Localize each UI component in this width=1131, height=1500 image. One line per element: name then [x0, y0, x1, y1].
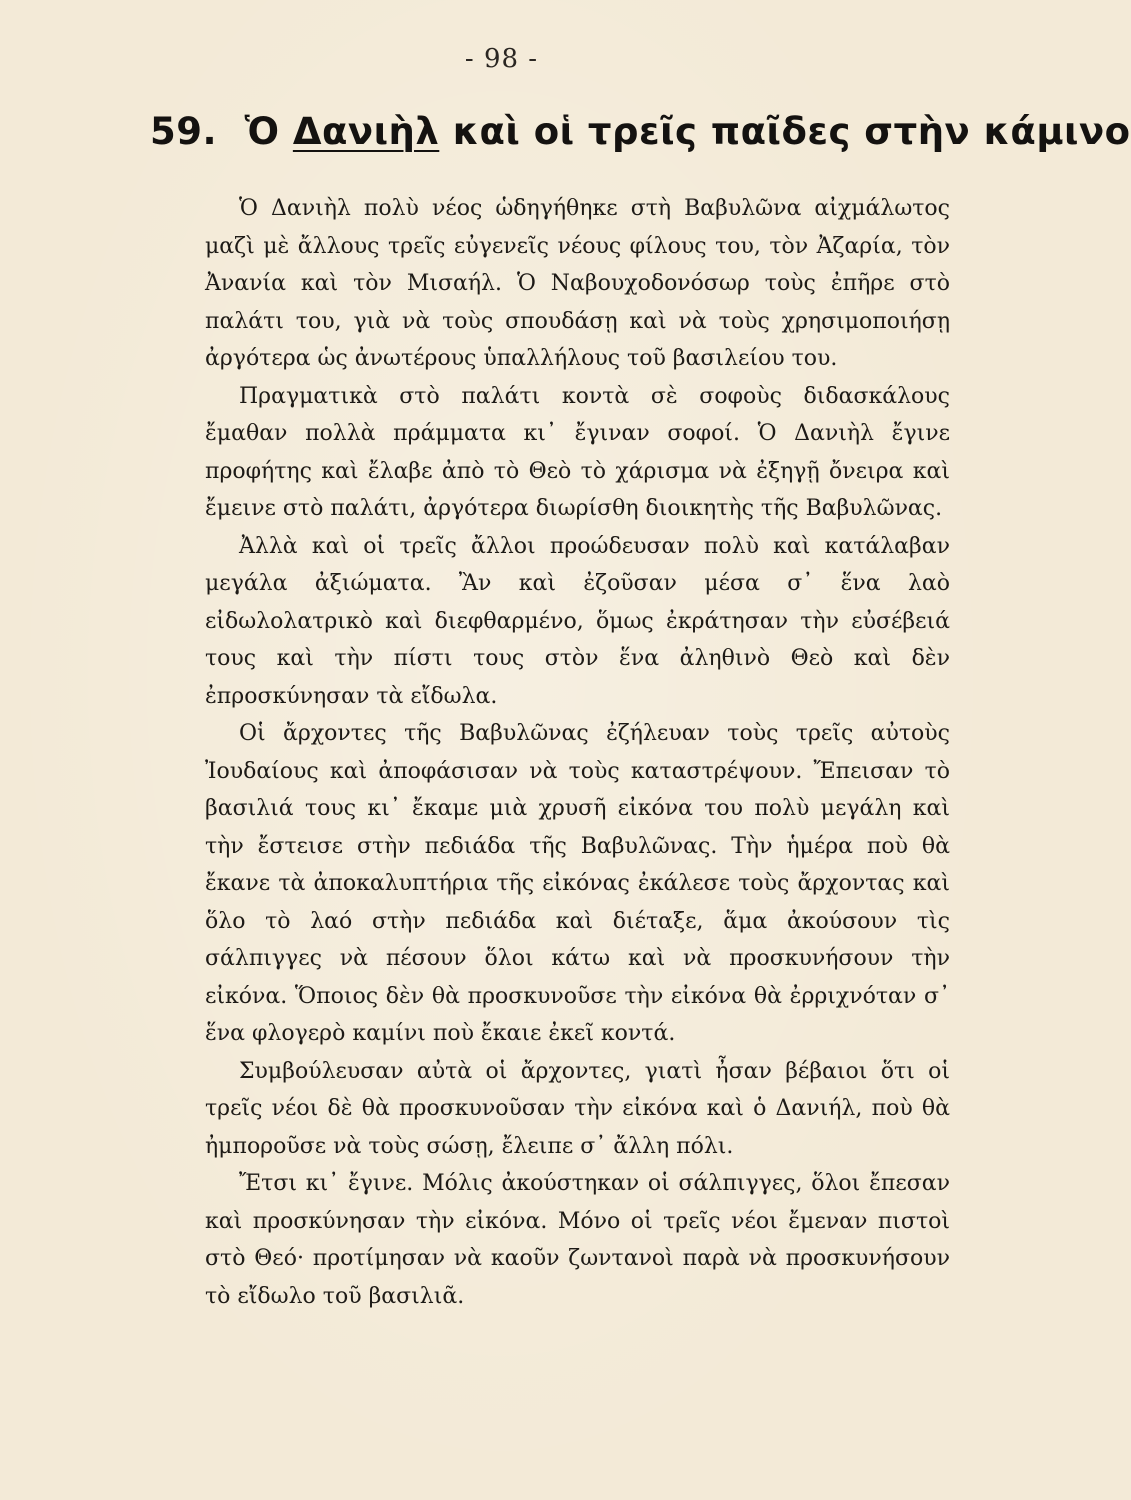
- paragraph: Ὁ Δανιὴλ πολὺ νέος ὡδηγήθηκε στὴ Βαβυλῶνα αἰχμάλωτος μαζὶ μὲ ἄλλους τρεῖς εὐγενεῖς νέους φίλους του, τὸν Ἀζαρία, τὸν Ἀνανία καὶ τὸν Μισαήλ. Ὁ Ναβουχοδονόσωρ τοὺς ἐπῆρε στὸ παλάτι του, γιὰ νὰ τοὺς σπουδάσῃ καὶ νὰ τοὺς χρησιμοποιήσῃ ἀργότερα ὡς ἀνωτέρους ὑπαλλήλους τοῦ βασιλείου του.: [205, 196, 950, 371]
- chapter-title-rest: καὶ οἱ τρεῖς παῖδες στὴν κάμινο: [452, 110, 1131, 153]
- chapter-title-daniel: Δανιὴλ: [292, 110, 440, 153]
- chapter-title-prefix: Ὁ: [244, 110, 280, 153]
- paragraph: Πραγματικὰ στὸ παλάτι κοντὰ σὲ σοφοὺς διδασκάλους ἔμαθαν πολλὰ πράμματα κι᾽ ἔγιναν σοφοί. Ὁ Δανιὴλ ἔγινε προφήτης καὶ ἔλαβε ἀπὸ τὸ Θεὸ τὸ χάρισμα νὰ ἐξηγῇ ὄνειρα καὶ ἔμεινε στὸ παλάτι, ἀργότερα διωρίσθη διοικητὴς τῆς Βαβυλῶνας.: [205, 383, 950, 521]
- page-number: - 98 -: [464, 44, 539, 74]
- chapter-number: 59.: [150, 110, 218, 153]
- paragraph: Συμβούλευσαν αὐτὰ οἱ ἄρχοντες, γιατὶ ἦσαν βέβαιοι ὅτι οἱ τρεῖς νέοι δὲ θὰ προσκυνοῦσαν τὴν εἰκόνα καὶ ὁ Δανιήλ, ποὺ θὰ ἠμποροῦσε νὰ τοὺς σώσῃ, ἔλειπε σ᾽ ἄλλη πόλι.: [205, 1058, 950, 1159]
- body-text: [205, 190, 950, 1315]
- paragraph: Οἱ ἄρχοντες τῆς Βαβυλῶνας ἐζήλευαν τοὺς τρεῖς αὐτοὺς Ἰουδαίους καὶ ἀποφάσισαν νὰ τοὺς καταστρέψουν. Ἔπεισαν τὸ βασιλιά τους κι᾽ ἔκαμε μιὰ χρυσῆ εἰκόνα του πολὺ μεγάλη καὶ τὴν ἔστεισε στὴν πεδιάδα τῆς Βαβυλῶνας. Τὴν ἡμέρα ποὺ θὰ ἔκανε τὰ ἀποκαλυπτήρια τῆς εἰκόνας ἐκάλεσε τοὺς ἄρχοντας καὶ ὅλο τὸ λαό στὴν πεδιάδα καὶ διέταξε, ἅμα ἀκούσουν τὶς σάλπιγγες νὰ πέσουν ὅλοι κάτω καὶ νὰ προσκυνήσουν τὴν εἰκόνα. Ὅποιος δὲν θὰ προσκυνοῦσε τὴν εἰκόνα θὰ ἐρριχνόταν σ᾽ ἕνα φλογερὸ καμίνι ποὺ ἔκαιε ἐκεῖ κοντά.: [205, 721, 950, 1046]
- paragraph: Ἔτσι κι᾽ ἔγινε. Μόλις ἀκούστηκαν οἱ σάλπιγγες, ὅλοι ἔπεσαν καὶ προσκύνησαν τὴν εἰκόνα. Μόνο οἱ τρεῖς νέοι ἔμεναν πιστοὶ στὸ Θεό· προτίμησαν νὰ καοῦν ζωντανοὶ παρὰ νὰ προσκυνήσουν τὸ εἴδωλο τοῦ βασιλιᾶ.: [205, 1171, 950, 1309]
- chapter-title: [150, 110, 1131, 153]
- paragraph: Ἀλλὰ καὶ οἱ τρεῖς ἄλλοι προώδευσαν πολὺ καὶ κατάλαβαν μεγάλα ἀξιώματα. Ἂν καὶ ἐζοῦσαν μέσα σ᾽ ἕνα λαὸ εἰδωλολατρικὸ καὶ διεφθαρμένο, ὅμως ἐκράτησαν τὴν εὐσέβειά τους καὶ τὴν πίστι τους στὸν ἕνα ἀληθινὸ Θεὸ καὶ δὲν ἐπροσκύνησαν τὰ εἴδωλα.: [205, 533, 950, 709]
